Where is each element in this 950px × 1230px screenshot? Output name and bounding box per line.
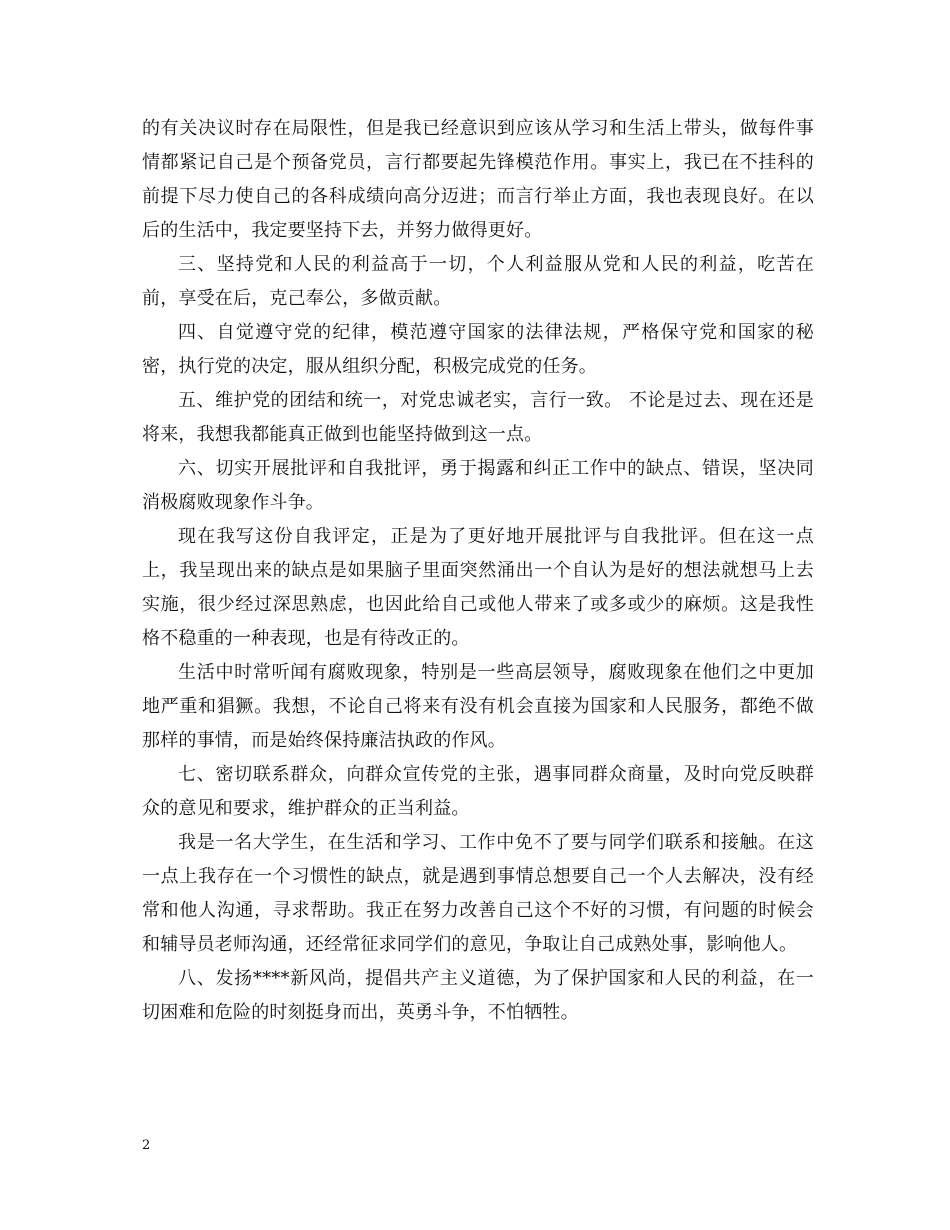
document-body — [142, 112, 814, 1030]
paragraph-item-six: 六、切实开展批评和自我批评，勇于揭露和纠正工作中的缺点、错误，坚决同消极腐败现象作斗争。 — [142, 458, 814, 513]
paragraph-item-three: 三、坚持党和人民的利益高于一切，个人利益服从党和人民的利益，吃苦在前，享受在后，克己奉公，多做贡献。 — [142, 254, 814, 309]
paragraph-item-five: 五、维护党的团结和统一，对党忠诚老实，言行一致。 不论是过去、现在还是将来，我想我都能真正做到也能坚持做到这一点。 — [142, 390, 814, 445]
paragraph-corruption: 生活中时常听闻有腐败现象，特别是一些高层领导，腐败现象在他们之中更加地严重和猖獗。我想，不论自己将来有没有机会直接为国家和人民服务，都绝不做那样的事情，而是始终保持廉洁执政的作风。 — [142, 662, 814, 751]
paragraph-continuation: 的有关决议时存在局限性，但是我已经意识到应该从学习和生活上带头，做每件事情都紧记自己是个预备党员，言行都要起先锋模范作用。事实上，我已在不挂科的前提下尽力使自己的各科成绩向高分迈进；而言行举止方面，我也表现良好。在以后的生活中，我定要坚持下去，并努力做得更好。 — [142, 118, 814, 241]
paragraph-item-four: 四、自觉遵守党的纪律，模范遵守国家的法律法规，严格保守党和国家的秘密，执行党的决定，服从组织分配，积极完成党的任务。 — [142, 322, 814, 377]
paragraph-item-seven: 七、密切联系群众，向群众宣传党的主张，遇事同群众商量，及时向党反映群众的意见和要求，维护群众的正当利益。 — [142, 764, 814, 819]
paragraph-item-eight: 八、发扬****新风尚，提倡共产主义道德，为了保护国家和人民的利益，在一切困难和危险的时刻挺身而出，英勇斗争，不怕牺牲。 — [142, 968, 814, 1023]
paragraph-self-assessment: 现在我写这份自我评定，正是为了更好地开展批评与自我批评。但在这一点上，我呈现出来的缺点是如果脑子里面突然涌出一个自认为是好的想法就想马上去实施，很少经过深思熟虑，也因此给自己或他人带来了或多或少的麻烦。这是我性格不稳重的一种表现，也是有待改正的。 — [142, 526, 814, 649]
paragraph-student: 我是一名大学生，在生活和学习、工作中免不了要与同学们联系和接触。在这一点上我存在一个习惯性的缺点，就是遇到事情总想要自己一个人去解决，没有经常和他人沟通，寻求帮助。我正在努力改善自己这个不好的习惯，有问题的时候会和辅导员老师沟通，还经常征求同学们的意见，争取让自己成熟处事，影响他人。 — [142, 832, 814, 955]
page-number: 2 — [142, 1138, 151, 1153]
